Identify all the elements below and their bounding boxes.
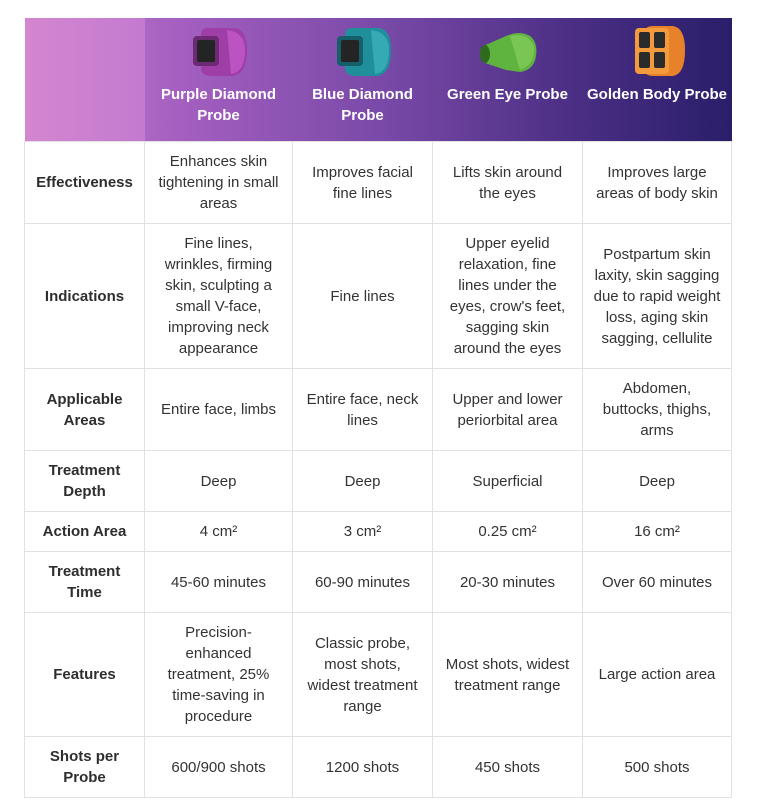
- comparison-table-container: [24, 18, 731, 798]
- table-row: [25, 613, 732, 737]
- cell: Improves facial fine lines: [293, 142, 433, 224]
- cell: 3 cm²: [293, 512, 433, 552]
- cell: Classic probe, most shots, widest treatment range: [293, 613, 433, 737]
- probe-name: Golden Body Probe: [586, 86, 727, 103]
- cell: Deep: [583, 451, 732, 512]
- header-corner-cell: [25, 18, 145, 142]
- table-row: [25, 512, 732, 552]
- probe-header-golden: [583, 18, 732, 142]
- cell: 60-90 minutes: [293, 552, 433, 613]
- row-label: Treatment Time: [25, 552, 145, 613]
- cell: Large action area: [583, 613, 732, 737]
- cell: Superficial: [433, 451, 583, 512]
- cell: Entire face, limbs: [145, 369, 293, 451]
- cell: 450 shots: [433, 737, 583, 798]
- cell: Entire face, neck lines: [293, 369, 433, 451]
- table-header-row: [25, 18, 732, 142]
- row-label: Applicable Areas: [25, 369, 145, 451]
- cell: Postpartum skin laxity, skin sagging due to rapid weight loss, aging skin sagging, cellulite: [583, 224, 732, 369]
- probe-header-purple: [145, 18, 293, 142]
- cell: 0.25 cm²: [433, 512, 583, 552]
- blue-diamond-probe-icon: [331, 24, 395, 82]
- cell: 4 cm²: [145, 512, 293, 552]
- probe-header-blue: [293, 18, 433, 142]
- cell: Over 60 minutes: [583, 552, 732, 613]
- probe-comparison-table: [24, 18, 732, 798]
- row-label: Shots per Probe: [25, 737, 145, 798]
- cell: Most shots, widest treatment range: [433, 613, 583, 737]
- purple-diamond-probe-icon: [187, 24, 251, 82]
- row-label: Action Area: [25, 512, 145, 552]
- cell: 16 cm²: [583, 512, 732, 552]
- cell: Improves large areas of body skin: [583, 142, 732, 224]
- probe-name: Purple Diamond Probe: [160, 86, 276, 124]
- cell: Deep: [293, 451, 433, 512]
- cell: Lifts skin around the eyes: [433, 142, 583, 224]
- cell: 600/900 shots: [145, 737, 293, 798]
- row-label: Indications: [25, 224, 145, 369]
- probe-header-green: [433, 18, 583, 142]
- cell: 500 shots: [583, 737, 732, 798]
- cell: Fine lines: [293, 224, 433, 369]
- row-label: Effectiveness: [25, 142, 145, 224]
- cell: Abdomen, buttocks, thighs, arms: [583, 369, 732, 451]
- probe-name: Green Eye Probe: [447, 86, 568, 103]
- cell: 1200 shots: [293, 737, 433, 798]
- row-label: Treatment Depth: [25, 451, 145, 512]
- row-label: Features: [25, 613, 145, 737]
- table-row: [25, 224, 732, 369]
- cell: Deep: [145, 451, 293, 512]
- table-row: [25, 142, 732, 224]
- cell: 45-60 minutes: [145, 552, 293, 613]
- table-row: [25, 451, 732, 512]
- cell: 20-30 minutes: [433, 552, 583, 613]
- cell: Precision-enhanced treatment, 25% time-saving in procedure: [145, 613, 293, 737]
- golden-body-probe-icon: [625, 24, 689, 82]
- cell: Fine lines, wrinkles, firming skin, sculpting a small V-face, improving neck appearance: [145, 224, 293, 369]
- table-row: [25, 737, 732, 798]
- table-row: [25, 552, 732, 613]
- green-eye-probe-icon: [476, 24, 540, 82]
- probe-name: Blue Diamond Probe: [312, 86, 413, 124]
- table-row: [25, 369, 732, 451]
- cell: Upper and lower periorbital area: [433, 369, 583, 451]
- cell: Upper eyelid relaxation, fine lines under the eyes, crow's feet, sagging skin around the eyes: [433, 224, 583, 369]
- cell: Enhances skin tightening in small areas: [145, 142, 293, 224]
